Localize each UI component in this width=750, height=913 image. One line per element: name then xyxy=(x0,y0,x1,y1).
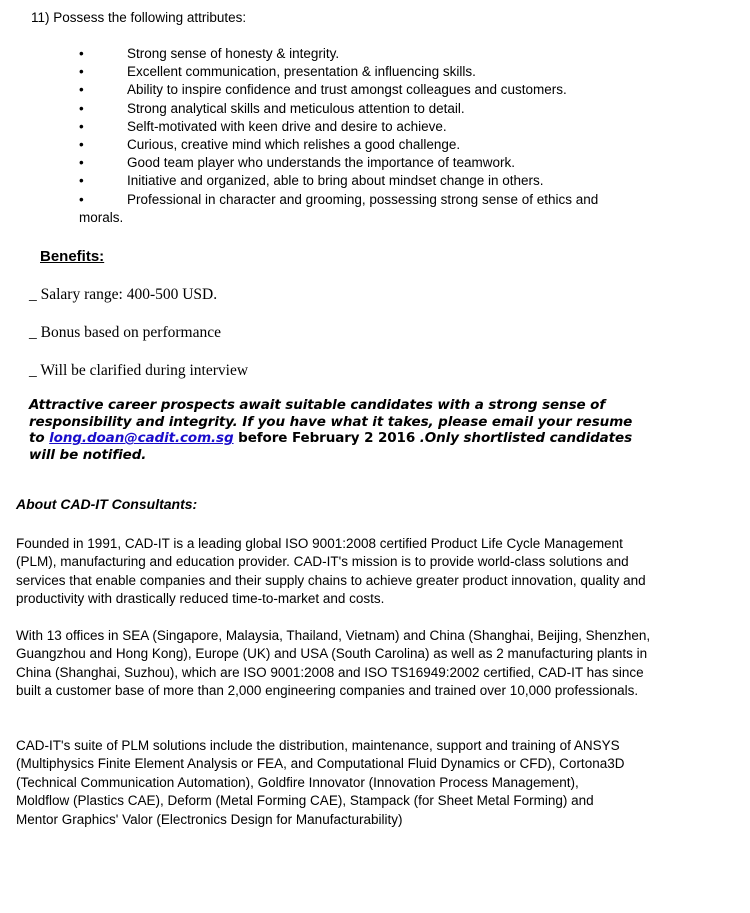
list-item xyxy=(79,191,639,227)
application-call-to-action xyxy=(29,397,639,463)
bullet-icon: • xyxy=(79,100,84,116)
benefit-bonus: _ Bonus based on performance xyxy=(29,324,221,341)
list-item xyxy=(79,45,639,63)
bullet-icon: • xyxy=(79,118,84,134)
list-item-text: Good team player who understands the importance of teamwork. xyxy=(127,155,515,171)
bullet-icon: • xyxy=(79,82,84,98)
bullet-icon: • xyxy=(79,173,84,189)
list-item-text: Ability to inspire confidence and trust amongst colleagues and customers. xyxy=(127,82,567,98)
bullet-icon: • xyxy=(79,155,84,171)
list-item xyxy=(79,81,639,99)
email-link[interactable]: long.doan@cadit.com.sg xyxy=(49,430,234,446)
benefit-salary: _ Salary range: 400-500 USD. xyxy=(29,286,218,303)
cta-deadline-text: before February 2 2016 xyxy=(233,430,420,446)
list-item-text: Selft-motivated with keen drive and desire to achieve. xyxy=(127,118,447,134)
list-item-text: Strong analytical skills and meticulous attention to detail. xyxy=(127,100,465,116)
benefits-heading: Benefits: xyxy=(40,248,105,265)
cta-text-before-email: Attractive career prospects await suitable candidates with a strong sense of responsibility and integrity. If you have what it takes, please email your resume to xyxy=(29,397,633,446)
list-item-text: Initiative and organized, able to bring about mindset change in others. xyxy=(127,173,544,189)
bullet-icon: • xyxy=(79,191,84,207)
attributes-heading: 11) Possess the following attributes: xyxy=(31,10,247,25)
benefit-interview: _ Will be clarified during interview xyxy=(29,362,249,379)
list-item xyxy=(79,100,639,118)
cta-notification-text: .Only shortlisted candidates will be notified. xyxy=(29,430,633,463)
list-item-text: Excellent communication, presentation & influencing skills. xyxy=(127,64,476,80)
attributes-list xyxy=(79,45,639,227)
bullet-icon: • xyxy=(79,64,84,80)
list-item-text: Professional in character and grooming, possessing strong sense of ethics and morals. xyxy=(79,191,599,225)
about-paragraph-founded: Founded in 1991, CAD-IT is a leading global ISO 9001:2008 certified Product Life Cycle Management (PLM), manufacturing and education provider. CAD-IT's mission is to provide world-class solutions and services that enable companies and their supply chains to achieve greater product innovation, quality and productivity with drastically reduced time-to-market and costs. xyxy=(16,536,646,607)
list-item xyxy=(79,118,639,136)
list-item-text: Curious, creative mind which relishes a good challenge. xyxy=(127,137,461,153)
list-item xyxy=(79,172,639,190)
about-heading: About CAD-IT Consultants: xyxy=(16,496,198,512)
about-paragraph-solutions: CAD-IT's suite of PLM solutions include the distribution, maintenance, support and training of ANSYS (Multiphysics Finite Element Analysis or FEA, and Computational Fluid Dynamics or CFD), Cortona3D (Technical Communication Automation), Goldfire Innovator (Innovation Process Management), Moldflow (Plastics CAE), Deform (Metal Forming CAE), Stampack (for Sheet Metal Forming) and Mentor Graphics' Valor (Electronics Design for Manufacturability) xyxy=(16,738,625,827)
bullet-icon: • xyxy=(79,137,84,153)
list-item-text: Strong sense of honesty & integrity. xyxy=(127,46,340,61)
list-item xyxy=(79,154,639,172)
list-item xyxy=(79,63,639,81)
bullet-icon: • xyxy=(79,46,84,61)
list-item xyxy=(79,136,639,154)
about-paragraph-offices: With 13 offices in SEA (Singapore, Malaysia, Thailand, Vietnam) and China (Shanghai, Beijing, Shenzhen, Guangzhou and Hong Kong), Europe (UK) and USA (South Carolina) as well as 2 manufacturing plants in China (Shanghai, Suzhou), which are ISO 9001:2008 and ISO TS16949:2002 certified, CAD-IT has since built a customer base of more than 2,000 engineering companies and trained over 10,000 professionals. xyxy=(16,628,651,699)
